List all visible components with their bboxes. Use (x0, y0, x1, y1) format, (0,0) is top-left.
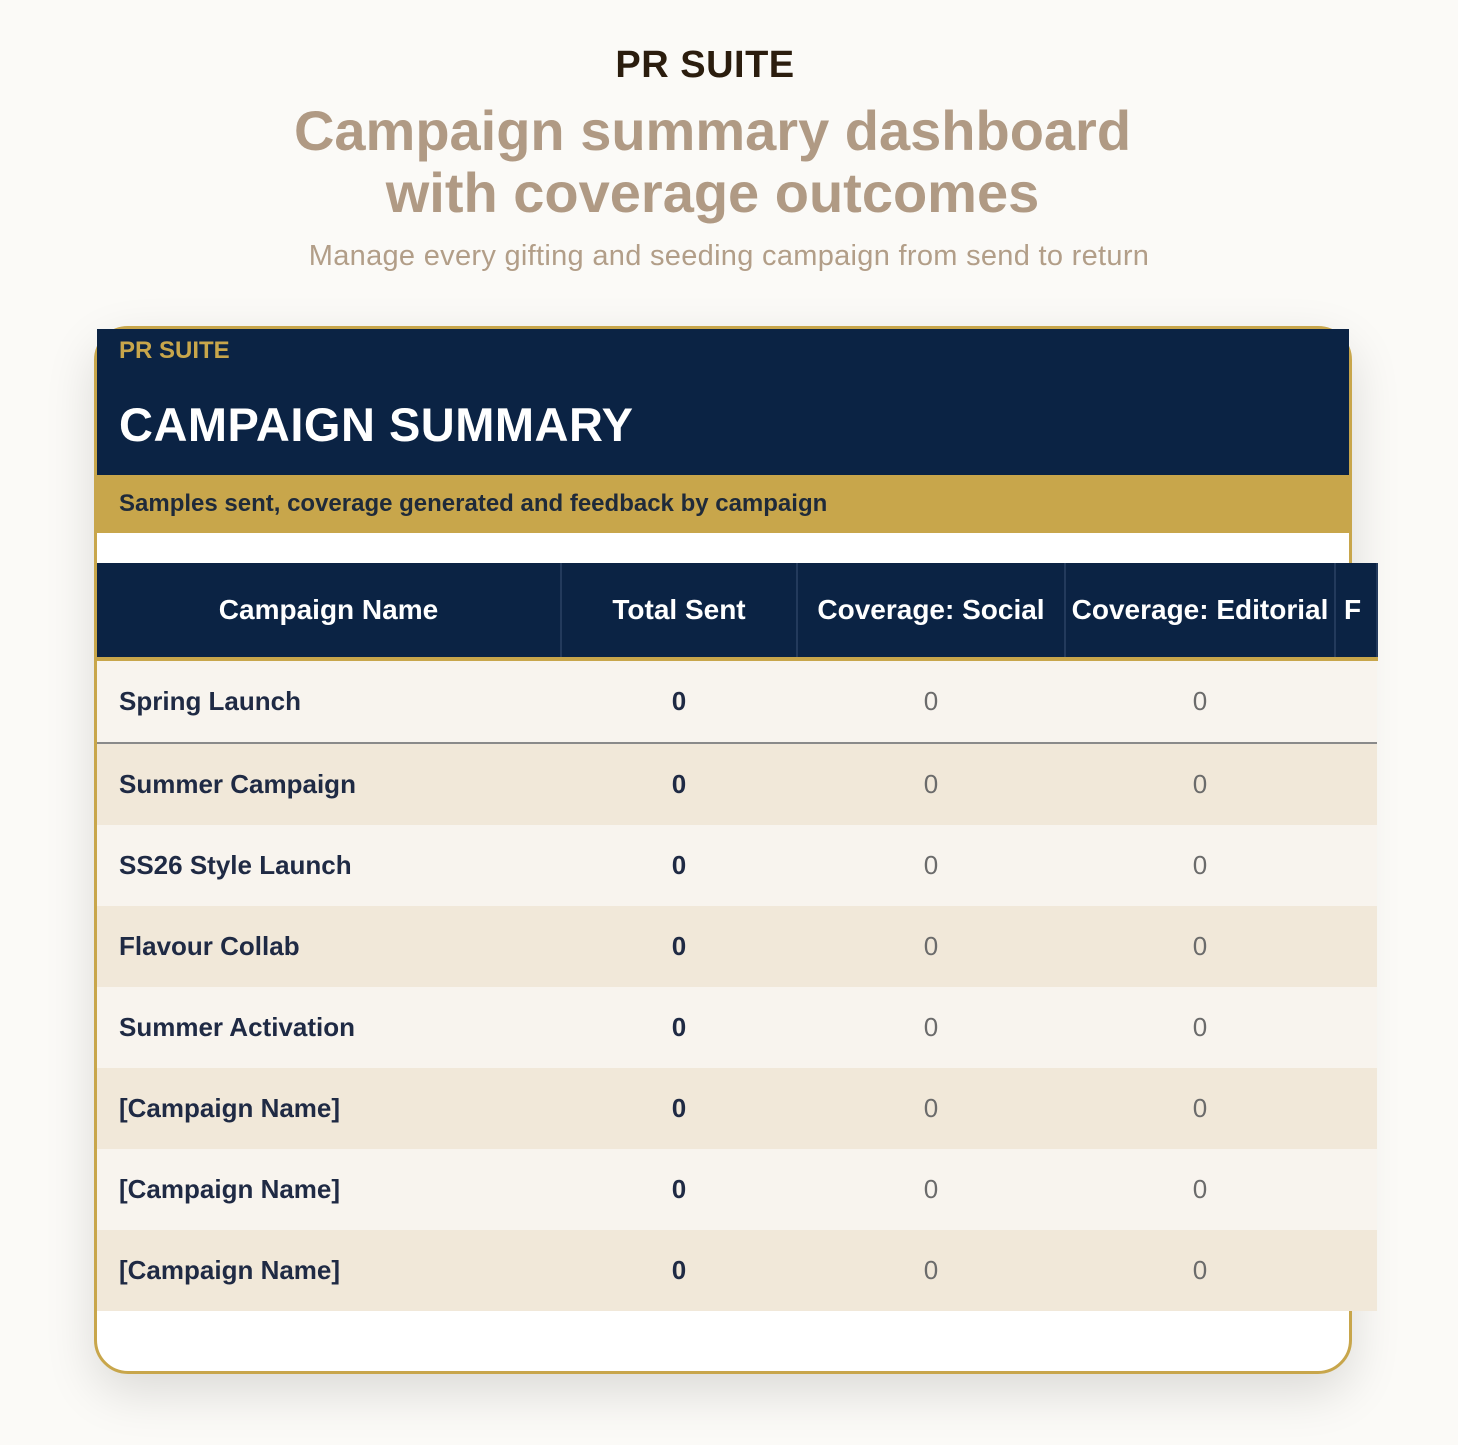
page-headline (0, 100, 1425, 224)
sheet-subtitle: Samples sent, coverage generated and feedback by campaign (97, 475, 1349, 533)
cell-partial[interactable] (1335, 659, 1377, 743)
column-header-campaign-name[interactable]: Campaign Name (97, 563, 561, 659)
cell-total-sent[interactable]: 0 (561, 825, 797, 906)
cell-total-sent[interactable]: 0 (561, 659, 797, 743)
cell-coverage-editorial[interactable]: 0 (1065, 743, 1335, 825)
cell-total-sent[interactable]: 0 (561, 1068, 797, 1149)
sheet-header (97, 329, 1349, 475)
cell-total-sent[interactable]: 0 (561, 743, 797, 825)
table-row[interactable] (97, 987, 1377, 1068)
cell-total-sent[interactable]: 0 (561, 906, 797, 987)
sheet-brand: PR SUITE (119, 337, 230, 364)
cell-coverage-social[interactable]: 0 (797, 987, 1065, 1068)
cell-coverage-social[interactable]: 0 (797, 1149, 1065, 1230)
column-header-total-sent[interactable]: Total Sent (561, 563, 797, 659)
campaign-table (97, 563, 1378, 1311)
cell-campaign-name[interactable]: Summer Campaign (97, 743, 561, 825)
table-row[interactable] (97, 906, 1377, 987)
cell-coverage-editorial[interactable]: 0 (1065, 987, 1335, 1068)
table-row[interactable] (97, 659, 1377, 743)
table-row[interactable] (97, 1230, 1377, 1311)
page-tagline: Manage every gifting and seeding campaign from send to return (308, 240, 1150, 272)
headline-line-2: with coverage outcomes (385, 161, 1040, 224)
cell-partial[interactable] (1335, 825, 1377, 906)
column-header-coverage-editorial[interactable]: Coverage: Editorial (1065, 563, 1335, 659)
cell-campaign-name[interactable]: [Campaign Name] (97, 1149, 561, 1230)
cell-coverage-editorial[interactable]: 0 (1065, 659, 1335, 743)
cell-partial[interactable] (1335, 1149, 1377, 1230)
sheet-title: CAMPAIGN SUMMARY (119, 398, 634, 451)
cell-coverage-social[interactable]: 0 (797, 906, 1065, 987)
cell-coverage-social[interactable]: 0 (797, 743, 1065, 825)
cell-partial[interactable] (1335, 1230, 1377, 1311)
spacer-row (97, 533, 1349, 563)
table-header-row (97, 563, 1377, 659)
cell-coverage-social[interactable]: 0 (797, 1230, 1065, 1311)
table-row[interactable] (97, 1149, 1377, 1230)
cell-partial[interactable] (1335, 906, 1377, 987)
cell-coverage-editorial[interactable]: 0 (1065, 1230, 1335, 1311)
headline-line-1: Campaign summary dashboard (293, 99, 1132, 162)
cell-coverage-editorial[interactable]: 0 (1065, 906, 1335, 987)
cell-campaign-name[interactable]: Spring Launch (97, 659, 561, 743)
cell-campaign-name[interactable]: Flavour Collab (97, 906, 561, 987)
table-row[interactable] (97, 743, 1377, 825)
cell-coverage-editorial[interactable]: 0 (1065, 825, 1335, 906)
cell-total-sent[interactable]: 0 (561, 987, 797, 1068)
cell-coverage-editorial[interactable]: 0 (1065, 1149, 1335, 1230)
cell-partial[interactable] (1335, 743, 1377, 825)
cell-partial[interactable] (1335, 987, 1377, 1068)
spreadsheet-card (94, 326, 1362, 1374)
cell-coverage-editorial[interactable]: 0 (1065, 1068, 1335, 1149)
cell-total-sent[interactable]: 0 (561, 1149, 797, 1230)
cell-coverage-social[interactable]: 0 (797, 659, 1065, 743)
cell-campaign-name[interactable]: Summer Activation (97, 987, 561, 1068)
cell-coverage-social[interactable]: 0 (797, 1068, 1065, 1149)
column-header-coverage-social[interactable]: Coverage: Social (797, 563, 1065, 659)
cell-total-sent[interactable]: 0 (561, 1230, 797, 1311)
table-row[interactable] (97, 825, 1377, 906)
cell-campaign-name[interactable]: [Campaign Name] (97, 1068, 561, 1149)
brand-title: PR SUITE (615, 44, 795, 86)
cell-campaign-name[interactable]: SS26 Style Launch (97, 825, 561, 906)
cell-campaign-name[interactable]: [Campaign Name] (97, 1230, 561, 1311)
cell-partial[interactable] (1335, 1068, 1377, 1149)
table-row[interactable] (97, 1068, 1377, 1149)
cell-coverage-social[interactable]: 0 (797, 825, 1065, 906)
column-header-partial[interactable]: F (1335, 563, 1377, 659)
